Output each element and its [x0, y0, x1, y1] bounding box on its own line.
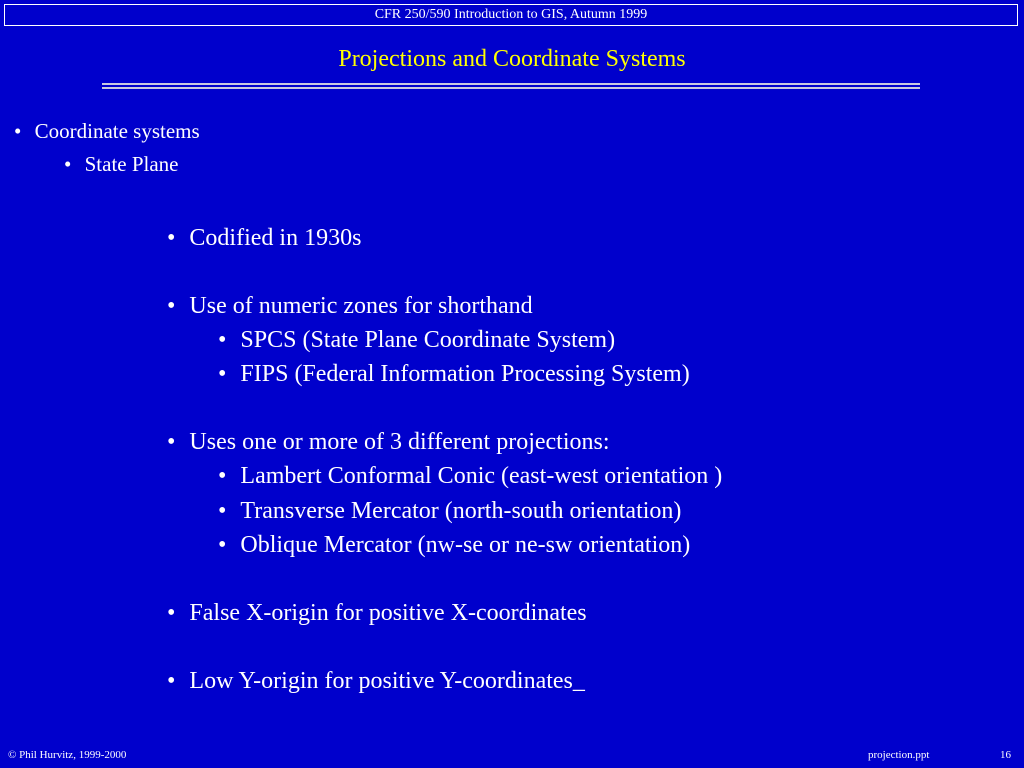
point-label: Use of numeric zones for shorthand — [189, 293, 533, 319]
title-rule-bottom — [102, 87, 920, 89]
point-label: False X-origin for positive X-coordinates — [189, 600, 587, 626]
footer-page-number: 16 — [1000, 749, 1011, 761]
point-codified — [167, 223, 361, 253]
subpoint-label: Transverse Mercator (north-south orientation) — [240, 498, 682, 524]
point-label: Codified in 1930s — [189, 225, 362, 251]
subpoint-lambert — [218, 461, 722, 491]
footer-filename: projection.ppt — [868, 749, 930, 761]
point-label: Low Y-origin for positive Y-coordinates_ — [189, 668, 585, 694]
bullet-icon: • — [218, 327, 227, 353]
footer-copyright: © Phil Hurvitz, 1999-2000 — [8, 749, 127, 761]
bullet-icon: • — [14, 119, 22, 143]
point-low-y — [167, 666, 585, 696]
outline-item-label: State Plane — [84, 152, 179, 176]
point-numeric-zones — [167, 291, 533, 321]
subpoint-oblique — [218, 530, 690, 560]
bullet-icon: • — [218, 532, 227, 558]
point-projections — [167, 427, 610, 457]
bullet-icon: • — [167, 293, 176, 319]
bullet-icon: • — [167, 225, 176, 251]
bullet-icon: • — [167, 429, 176, 455]
course-header-text: CFR 250/590 Introduction to GIS, Autumn 1999 — [374, 7, 648, 22]
outline-item-coordinate-systems — [14, 118, 200, 144]
point-false-x — [167, 598, 587, 628]
bullet-icon: • — [218, 361, 227, 387]
outline-item-state-plane — [64, 151, 179, 177]
point-label: Uses one or more of 3 different projections: — [189, 429, 610, 455]
slide-title: Projections and Coordinate Systems — [338, 46, 686, 72]
subpoint-label: Oblique Mercator (nw-se or ne-sw orientation) — [240, 532, 691, 558]
subpoint-spcs — [218, 325, 615, 355]
outline-item-label: Coordinate systems — [34, 119, 200, 143]
title-rule-top — [102, 83, 920, 85]
bullet-icon: • — [218, 463, 227, 489]
subpoint-fips — [218, 359, 690, 389]
subpoint-label: Lambert Conformal Conic (east-west orientation ) — [240, 463, 723, 489]
subpoint-label: SPCS (State Plane Coordinate System) — [240, 327, 616, 353]
subpoint-transverse — [218, 496, 681, 526]
subpoint-label: FIPS (Federal Information Processing System) — [240, 361, 690, 387]
course-header — [4, 4, 1018, 26]
bullet-icon: • — [64, 152, 72, 176]
bullet-icon: • — [167, 600, 176, 626]
bullet-icon: • — [218, 498, 227, 524]
bullet-icon: • — [167, 668, 176, 694]
